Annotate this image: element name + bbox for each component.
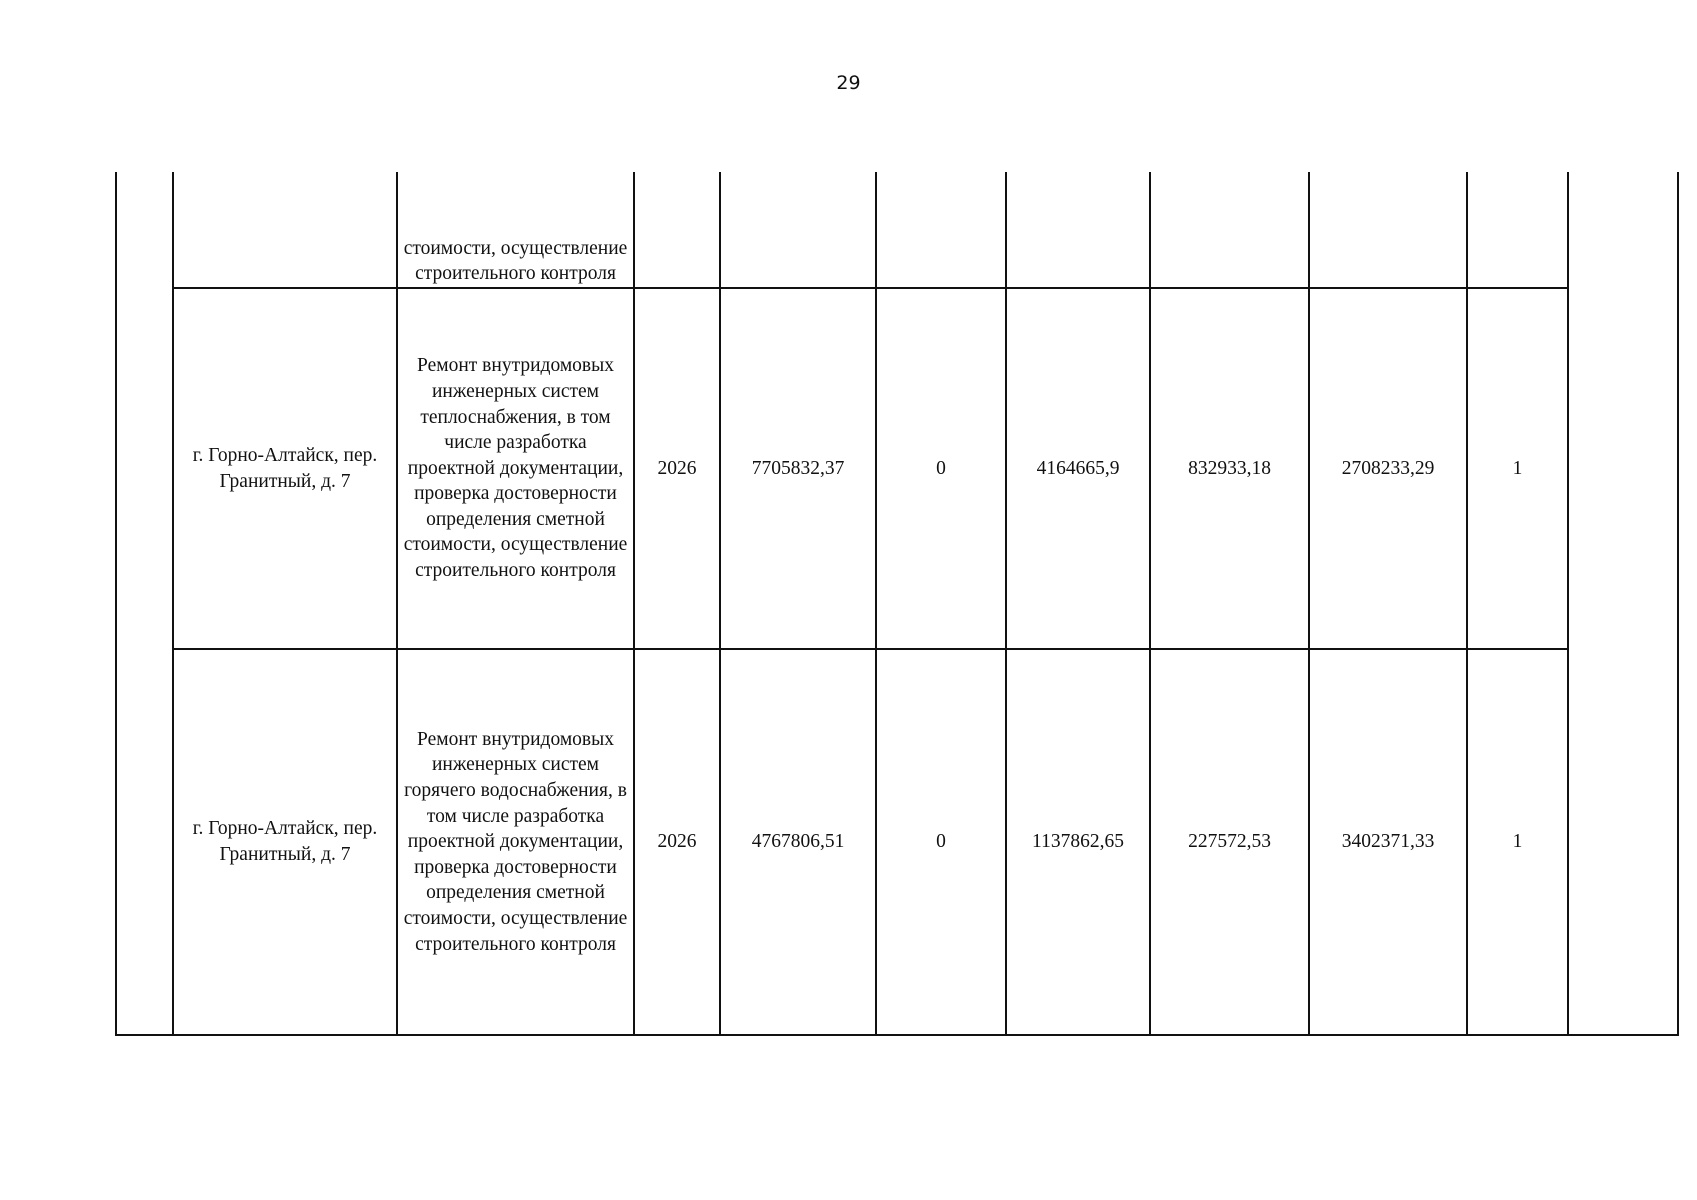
value-4-cell	[1309, 172, 1467, 288]
table-row	[116, 288, 1678, 649]
address-cell: г. Горно-Алтайск, пер. Гранитный, д. 7	[173, 288, 397, 649]
description-cell	[397, 649, 634, 1035]
value-1-cell	[876, 172, 1006, 288]
address-cell: г. Горно-Алтайск, пер. Гранитный, д. 7	[173, 649, 397, 1035]
total-cell: 4767806,51	[720, 649, 876, 1035]
index-cell	[116, 172, 173, 1035]
count-cell: 1	[1467, 649, 1568, 1035]
table-row-continued	[116, 172, 1678, 288]
address-cell	[173, 172, 397, 288]
value-3-cell	[1150, 172, 1309, 288]
year-cell: 2026	[634, 649, 720, 1035]
value-2-cell	[1006, 172, 1150, 288]
year-cell	[634, 172, 720, 288]
description-text: Ремонт внутридомовых инженерных систем горячего водоснабжения, в том числе разработка проектной документации, проверка достоверности определения сметной стоимости, осуществление строительного контроля	[403, 728, 628, 955]
description-text: стоимости, осуществление строительного контроля	[403, 237, 628, 285]
page-number: 29	[836, 72, 861, 94]
value-3-cell: 227572,53	[1150, 649, 1309, 1035]
total-cell	[720, 172, 876, 288]
value-4-cell: 3402371,33	[1309, 649, 1467, 1035]
works-table	[115, 172, 1679, 1036]
works-table-container	[115, 172, 1677, 1036]
count-cell	[1467, 172, 1568, 288]
description-cell	[397, 288, 634, 649]
value-2-cell: 1137862,65	[1006, 649, 1150, 1035]
trailing-cell	[1568, 172, 1678, 1035]
table-row	[116, 649, 1678, 1035]
value-2-cell: 4164665,9	[1006, 288, 1150, 649]
description-cell	[397, 172, 634, 288]
year-cell: 2026	[634, 288, 720, 649]
count-cell: 1	[1467, 288, 1568, 649]
value-3-cell: 832933,18	[1150, 288, 1309, 649]
value-1-cell: 0	[876, 649, 1006, 1035]
value-4-cell: 2708233,29	[1309, 288, 1467, 649]
total-cell: 7705832,37	[720, 288, 876, 649]
value-1-cell: 0	[876, 288, 1006, 649]
description-text: Ремонт внутридомовых инженерных систем теплоснабжения, в том числе разработка проектной документации, проверка достоверности определения сметной стоимости, осуществление строительного контроля	[403, 355, 628, 582]
